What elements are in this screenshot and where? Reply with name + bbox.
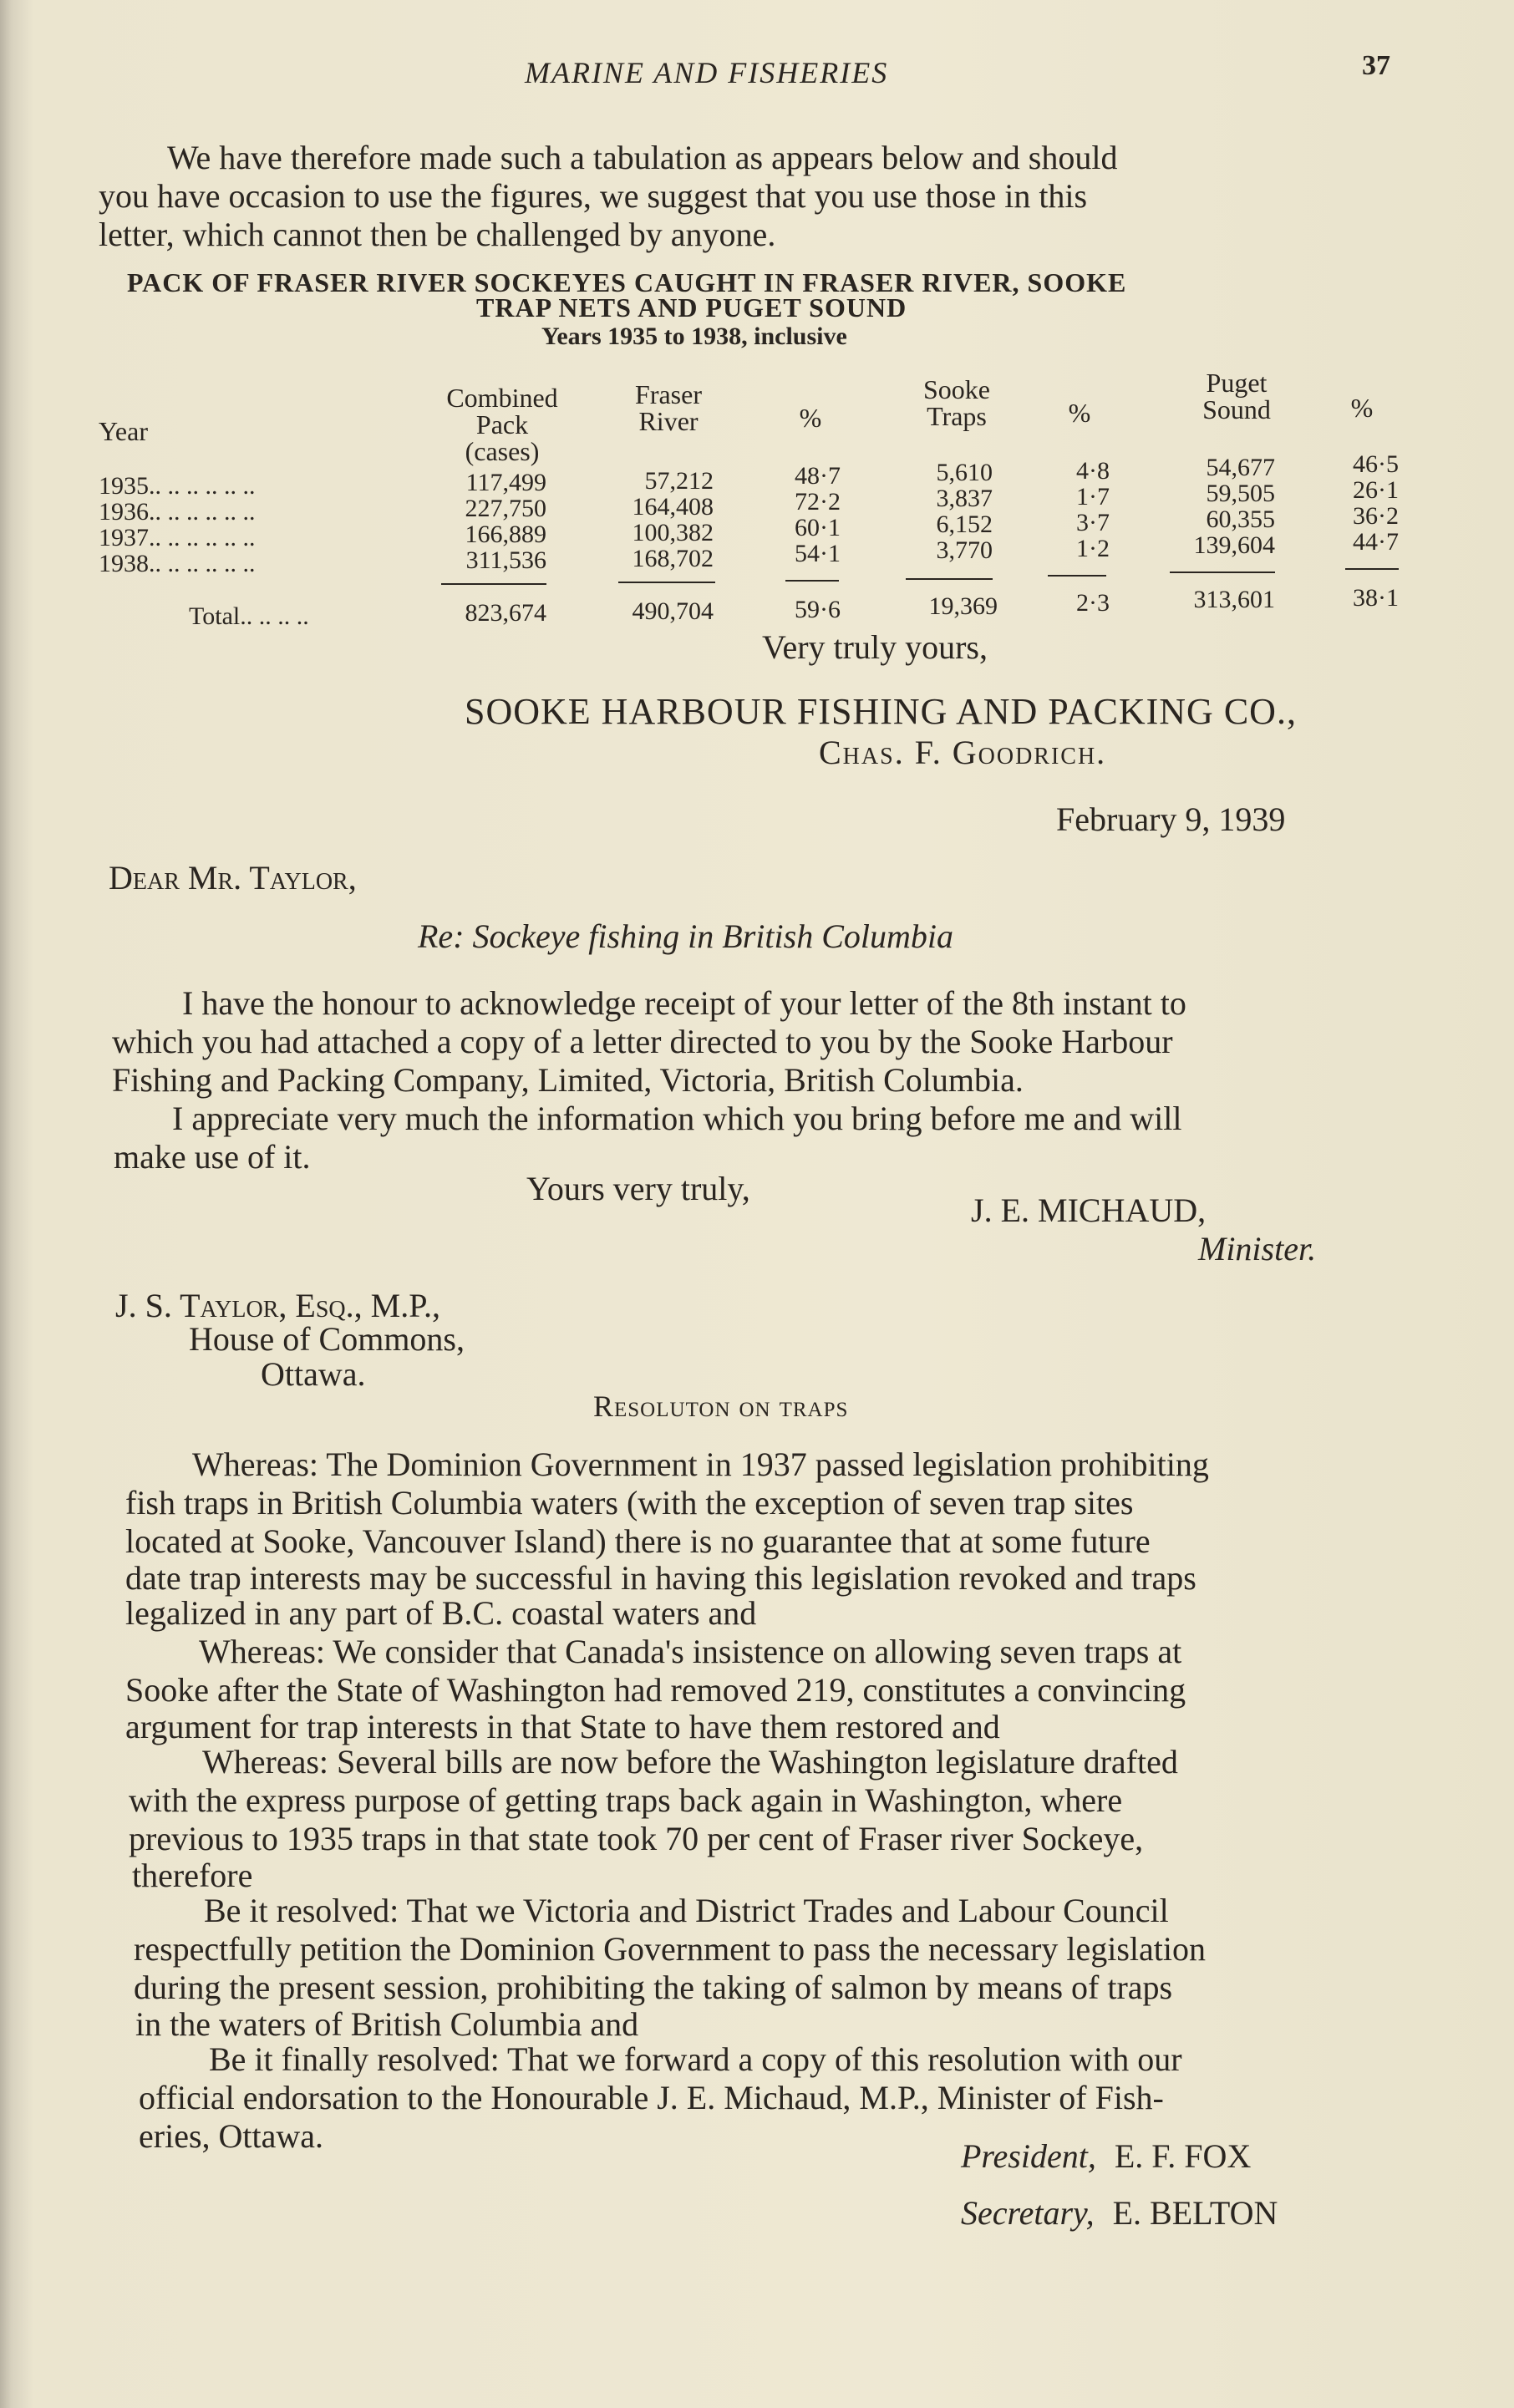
col-header-line: River <box>638 406 699 436</box>
table-cell-year: 1937.. .. .. .. .. .. <box>99 524 256 551</box>
col-header-fraser <box>610 381 727 434</box>
table-total-cell: 38·1 <box>1353 584 1399 612</box>
text-line: I appreciate very much the information which you bring before me and will <box>172 1100 1182 1137</box>
company-name: SOOKE HARBOUR FISHING AND PACKING CO., <box>465 691 1297 732</box>
text-line: in the waters of British Columbia and <box>135 2005 639 2043</box>
table-cell: 311,536 <box>465 546 546 574</box>
president-signature <box>961 2137 1251 2176</box>
text-line: Be it resolved: That we Victoria and District Trades and Labour Council <box>204 1892 1169 1929</box>
table-cell-year: 1936.. .. .. .. .. .. <box>99 498 256 526</box>
table-cell: 54,677 <box>1206 454 1275 481</box>
table-cell-year: 1938.. .. .. .. .. .. <box>99 550 256 577</box>
re-line: Re: Sockeye fishing in British Columbia <box>418 917 953 955</box>
text-line: during the present session, prohibiting the taking of salmon by means of traps <box>134 1969 1173 2006</box>
total-rule <box>1345 568 1399 570</box>
addressee-line: Ottawa. <box>261 1355 366 1393</box>
col-header-line: Combined <box>446 383 558 413</box>
sooke-pct-column <box>1054 458 1110 561</box>
table-cell: 117,499 <box>465 469 546 496</box>
col-header-line: Puget <box>1206 368 1268 398</box>
col-header-pct-sooke: % <box>1068 398 1091 428</box>
table-cell: 54·1 <box>795 540 841 567</box>
table-cell: 44·7 <box>1353 528 1399 556</box>
col-header-pct-puget: % <box>1350 393 1374 423</box>
col-header-sooke <box>902 376 1011 429</box>
salutation: Dear Mr. Taylor, <box>109 859 357 897</box>
president-name: E. F. FOX <box>1114 2137 1252 2175</box>
table-cell: 48·7 <box>795 462 841 490</box>
text-line: which you had attached a copy of a letter directed to you by the Sooke Harbour <box>112 1023 1173 1060</box>
table-cell: 3,770 <box>936 536 993 564</box>
table-total-cell: 490,704 <box>632 597 714 625</box>
text-line: letter, which cannot then be challenged by anyone. <box>99 216 776 253</box>
text-line: you have occasion to use the figures, we suggest that you use those in this <box>99 177 1088 215</box>
col-header-line: Sooke <box>923 374 990 404</box>
total-rule <box>906 578 993 580</box>
signer-title: Minister. <box>1198 1230 1317 1268</box>
col-header-line: Pack <box>475 409 529 439</box>
text-line: with the express purpose of getting traps back again in Washington, where <box>129 1781 1123 1819</box>
table-cell: 46·5 <box>1353 450 1399 478</box>
table-cell: 3,837 <box>936 485 993 512</box>
puget-column <box>1183 455 1275 558</box>
year-column <box>99 473 256 577</box>
table-cell: 36·2 <box>1353 502 1399 530</box>
text-line: argument for trap interests in that State to have them restored and <box>125 1708 1000 1745</box>
text-line: date trap interests may be successful in having this legislation revoked and traps <box>125 1559 1196 1597</box>
text-line: legalized in any part of B.C. coastal waters and <box>125 1594 757 1632</box>
text-line: make use of it. <box>114 1138 311 1176</box>
table-subtitle: Years 1935 to 1938, inclusive <box>541 323 847 350</box>
page-number: 37 <box>1362 50 1390 81</box>
table-cell: 168,702 <box>632 545 714 572</box>
table-total-cell: 2·3 <box>1076 589 1110 617</box>
text-line: Be it finally resolved: That we forward a copy of this resolution with our <box>209 2040 1182 2078</box>
signer-name: Chas. F. Goodrich. <box>819 734 1107 771</box>
table-cell: 3·7 <box>1076 509 1110 536</box>
letter-date: February 9, 1939 <box>1056 800 1286 838</box>
text-line: located at Sooke, Vancouver Island) there is no guarantee that at some future <box>125 1522 1151 1560</box>
fraser-pct-column <box>777 463 841 566</box>
closing-line: Very truly yours, <box>762 628 988 666</box>
table-total-label: Total.. .. .. .. <box>189 602 309 630</box>
running-title: MARINE AND FISHERIES <box>525 56 889 89</box>
col-header-year: Year <box>99 416 148 446</box>
total-rule <box>1048 575 1106 577</box>
text-line: Whereas: We consider that Canada's insistence on allowing seven traps at <box>199 1633 1182 1670</box>
table-cell: 166,889 <box>465 521 546 548</box>
fraser-column <box>610 468 714 572</box>
table-total-cell: 313,601 <box>1193 586 1275 613</box>
col-header-line: Traps <box>927 401 987 431</box>
sooke-column <box>916 460 993 563</box>
text-line: Whereas: Several bills are now before the Washington legislature drafted <box>202 1743 1178 1781</box>
col-header-line: Sound <box>1202 394 1271 424</box>
table-cell: 26·1 <box>1353 476 1399 504</box>
text-line: I have the honour to acknowledge receipt of your letter of the 8th instant to <box>182 984 1186 1022</box>
table-cell: 5,610 <box>936 459 993 486</box>
secretary-label: Secretary, <box>961 2194 1095 2232</box>
table-total-cell: 59·6 <box>795 596 841 623</box>
table-cell: 139,604 <box>1193 531 1275 559</box>
table-cell: 1·7 <box>1076 483 1110 511</box>
table-total-cell: 823,674 <box>465 599 546 627</box>
table-cell: 60·1 <box>795 514 841 541</box>
table-cell: 6,152 <box>936 511 993 538</box>
table-cell: 59,505 <box>1206 480 1275 507</box>
addressee-line: House of Commons, <box>189 1320 465 1358</box>
col-header-pct-fraser: % <box>799 403 822 433</box>
total-rule <box>618 582 715 583</box>
table-cell: 227,750 <box>465 495 546 522</box>
table-total-cell: 19,369 <box>928 592 998 620</box>
text-line: respectfully petition the Dominion Government to pass the necessary legislation <box>134 1930 1207 1968</box>
col-header-puget <box>1178 369 1295 423</box>
text-line: Sooke after the State of Washington had removed 219, constitutes a convincing <box>125 1671 1186 1709</box>
signer-name: J. E. MICHAUD, <box>971 1191 1207 1229</box>
table-title-line1: PACK OF FRASER RIVER SOCKEYES CAUGHT IN FRASER RIVER, SOOKE <box>127 267 1127 297</box>
secretary-name: E. BELTON <box>1112 2194 1278 2232</box>
closing-line: Yours very truly, <box>526 1170 750 1207</box>
table-cell: 100,382 <box>632 519 714 546</box>
col-header-line: Fraser <box>635 379 702 409</box>
addressee-line: J. S. Taylor, Esq., M.P., <box>115 1287 440 1324</box>
table-cell-year: 1935.. .. .. .. .. .. <box>99 472 256 500</box>
total-rule <box>1170 572 1275 573</box>
col-header-line: (cases) <box>465 436 540 466</box>
total-rule <box>785 580 839 582</box>
text-line: eries, Ottawa. <box>139 2117 324 2155</box>
president-label: President, <box>961 2137 1096 2175</box>
text-line: Whereas: The Dominion Government in 1937 passed legislation prohibiting <box>192 1445 1209 1483</box>
text-line: previous to 1935 traps in that state took 70 per cent of Fraser river Sockeye, <box>129 1820 1144 1857</box>
table-cell: 1·2 <box>1076 535 1110 562</box>
text-line: fish traps in British Columbia waters (with the exception of seven trap sites <box>125 1484 1134 1522</box>
table-cell: 60,355 <box>1206 505 1275 533</box>
text-line: official endorsation to the Honourable J. E. Michaud, M.P., Minister of Fish- <box>139 2079 1164 2116</box>
puget-pct-column <box>1335 451 1399 555</box>
combined-column <box>439 470 546 573</box>
secretary-signature <box>961 2194 1278 2233</box>
total-rule <box>441 583 546 585</box>
text-line: We have therefore made such a tabulation as appears below and should <box>167 139 1118 176</box>
table-cell: 72·2 <box>795 488 841 516</box>
text-line: Fishing and Packing Company, Limited, Victoria, British Columbia. <box>112 1061 1024 1099</box>
col-header-combined <box>431 384 573 465</box>
text-line: therefore <box>132 1857 253 1894</box>
table-cell: 57,212 <box>644 467 714 495</box>
table-cell: 4·8 <box>1076 457 1110 485</box>
table-title-line2: TRAP NETS AND PUGET SOUND <box>476 292 907 323</box>
table-cell: 164,408 <box>632 493 714 521</box>
resolution-heading: Resoluton on traps <box>593 1389 849 1423</box>
